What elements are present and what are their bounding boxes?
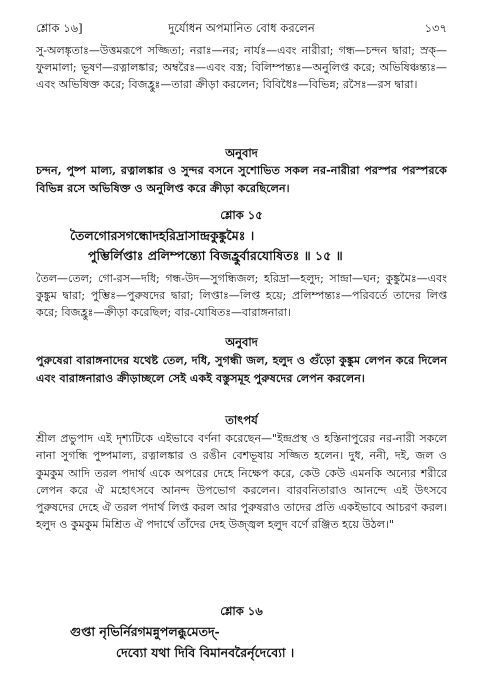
verse-heading-16: শ্লোক ১৬ bbox=[220, 604, 263, 618]
page-number: ১৩৭ bbox=[424, 21, 447, 35]
translation-15-text: পুরুষেরা বারাঙ্গনাদের যথেষ্ট তেল, দধি, সুগন্ধী জল, হলুদ ও গুঁড়ো কুঙ্কুম লেপন করে দিলেন এবং বারাঙ্গনারাও ক্রীড়াচ্ছলে সেই একই বস্তুসমূহ পুরুষদের লেপন করলেন। bbox=[36, 353, 447, 385]
translation-block-15 bbox=[36, 352, 447, 387]
translation-block-14 bbox=[36, 162, 447, 197]
verse-15-line-1: তৈলগোরসগন্ধোদহরিদ্রাসান্দ্রকুঙ্কুমৈঃ । bbox=[70, 228, 255, 243]
verse-15-line-2: পুম্ভির্লিপ্তাঃ প্রলিম্পন্ত্যো বিজহ্রুর্বারযোষিতঃ ॥ ১৫ ॥ bbox=[88, 248, 343, 263]
running-header bbox=[36, 20, 447, 38]
synonyms-text: সু-অলঙ্কৃতাঃ—উত্তমরূপে সজ্জিতা; নরাঃ—নর; নার্যঃ—এবং নারীরা; গন্ধ—চন্দন দ্বারা; স্রক্—ফুলমালা; ভূষণ—রত্নালঙ্কার; অম্বরৈঃ—এবং বস্ত্র; বিলিম্পন্ত্যঃ—অনুলিপ্ত করে; অভিষিঞ্চন্ত্যঃ—এবং অভিষিক্ত করে; বিজহ্রুঃ—তারা ক্রীড়া করলেন; বিবিধৈঃ—বিভিন্ন; রসৈঃ—রস দ্বারা। bbox=[36, 44, 447, 91]
verse-heading-15: শ্লোক ১৫ bbox=[220, 208, 263, 222]
header-verse-ref: শ্লোক ১৬] bbox=[36, 21, 83, 35]
translation-text: চন্দন, পুষ্প মাল্য, রত্নালঙ্কার ও সুন্দর বসনে সুশোভিত সকল নর-নারীরা পরস্পর পরস্পরকে বিভিন্ন রসে অভিষিক্ত ও অনুলিপ্ত করে ক্রীড়া করেছিলেন। bbox=[36, 163, 447, 195]
purport-block-15 bbox=[36, 430, 447, 534]
translation-heading-15: অনুবাদ bbox=[225, 335, 258, 349]
synonyms-15-text: তৈল—তেল; গো-রস—দধি; গন্ধ-উদ—সুগন্ধিজল; হরিদ্রা—হলুদ; সান্দ্রা—ঘন; কুঙ্কুমৈঃ—এবং কুঙ্কুম দ্বারা; পুম্ভিঃ—পুরুষদের দ্বারা; লিপ্তাঃ—লিপ্ত হয়ে; প্রলিম্পন্ত্যঃ—পরিবর্তে তাদের লিপ্ত করে; বিজহ্রুঃ—ক্রীড়া করেছিল; বার-যোষিতঃ—বারাঙ্গনারা। bbox=[36, 272, 447, 319]
purport-15-text: শ্রীল প্রভুপাদ এই দৃশ্যটিকে এইভাবে বর্ণনা করেছেন—"ইন্দ্রপ্রস্থ ও হস্তিনাপুরের নর-নারী সকলে নানা সুগন্ধি পুষ্পমাল্য, রত্নালঙ্কার ও রঙীন বেশভূষায় সজ্জিত হলেন। দুধ, ননী, দই, জল ও কুমকুম আদি তরল পদার্থ একে অপরের দেহে নিক্ষেপ করে, কেউ কেউ এমনকি অন্যের শরীরে লেপন করে ঐ মহোৎসবে আনন্দ উপভোগ করলেন। বারবনিতারাও আনন্দে এই উৎসবে পুরুষদের দেহে ঐ তরল পদার্থ লিপ্ত করল আর পুরুষরাও তাদের প্রতি একইভাবে আচরণ করল। হলুদ ও কুমকুম মিশ্রিত ঐ পদার্থে তাঁদের দেহ উজ্জ্বল হলুদ বর্ণে রঞ্জিত হয়ে উঠল।" bbox=[36, 432, 447, 532]
translation-heading-14: অনুবাদ bbox=[225, 146, 258, 160]
synonyms-block-15 bbox=[36, 270, 447, 321]
header-chapter-title: দুর্যোধন অপমানিত বোধ করলেন bbox=[168, 21, 315, 35]
verse-16-line-1: গুপ্তা নৃভির্নিরগমন্নুপলব্ধুমেতদ্- bbox=[70, 624, 220, 639]
purport-heading-15: তাৎপর্য bbox=[225, 413, 258, 427]
verse-16-line-2: দেব্যো যথা দিবি বিমানবরৈর্নৃদেব্যো । bbox=[116, 645, 295, 660]
synonyms-block-14 bbox=[36, 42, 447, 93]
